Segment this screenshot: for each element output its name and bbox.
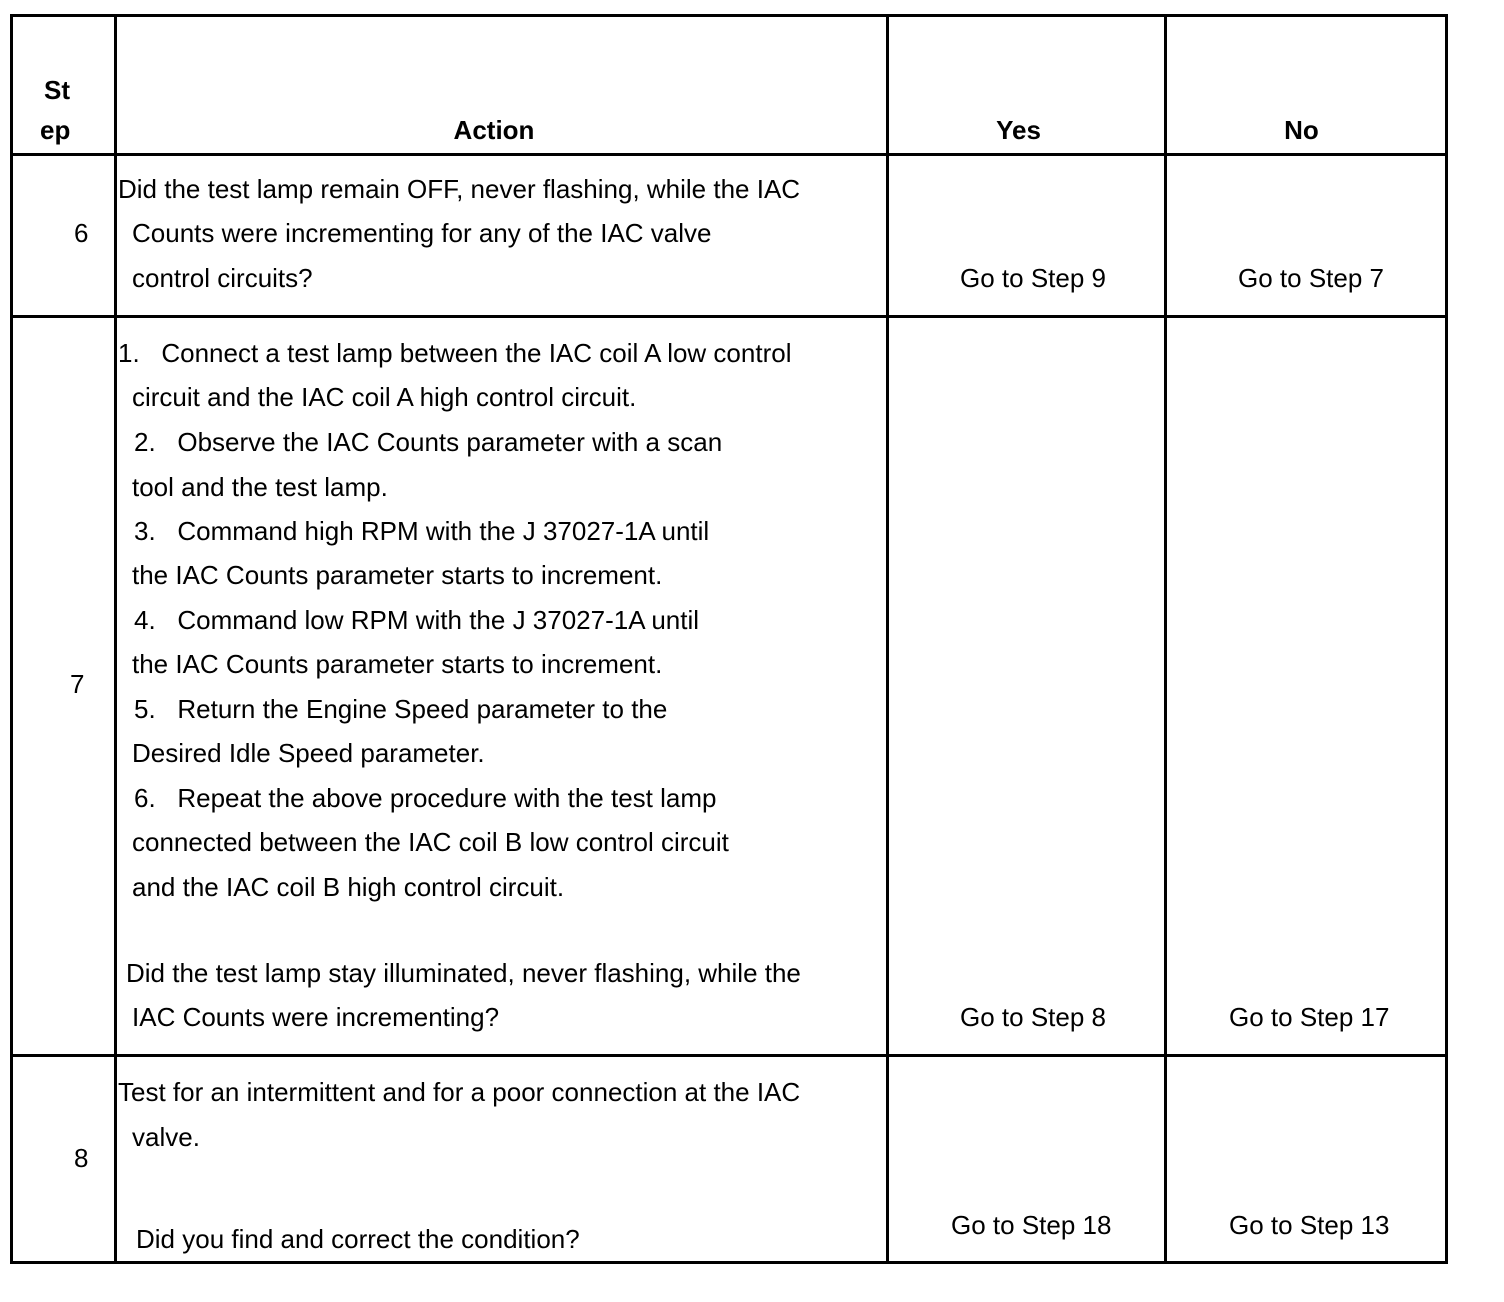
row-divider-step6 bbox=[13, 315, 1445, 318]
action-line: and the IAC coil B high control circuit. bbox=[132, 872, 565, 902]
no-result: Go to Step 17 bbox=[1229, 1002, 1390, 1032]
action-line: control circuits? bbox=[132, 263, 313, 293]
row-divider-header bbox=[13, 153, 1445, 156]
action-line: Counts were incrementing for any of the IAC valve bbox=[132, 218, 712, 248]
action-line: tool and the test lamp. bbox=[132, 472, 388, 502]
header-step-line1: St bbox=[44, 75, 70, 105]
row-divider-step7 bbox=[13, 1054, 1445, 1057]
header-step-line2: ep bbox=[40, 115, 71, 145]
action-line: Test for an intermittent and for a poor connection at the IAC bbox=[118, 1077, 801, 1107]
action-line: the IAC Counts parameter starts to increment. bbox=[132, 560, 663, 590]
header-no: No bbox=[1284, 115, 1319, 145]
step-number: 8 bbox=[74, 1143, 89, 1173]
yes-result: Go to Step 18 bbox=[951, 1210, 1112, 1240]
action-line: Did the test lamp remain OFF, never flashing, while the IAC bbox=[118, 174, 801, 204]
action-line: Did you find and correct the condition? bbox=[136, 1224, 580, 1254]
no-result: Go to Step 7 bbox=[1238, 263, 1384, 293]
yes-result: Go to Step 9 bbox=[960, 263, 1106, 293]
action-line: 2. Observe the IAC Counts parameter with a scan bbox=[134, 427, 723, 457]
action-line: Did the test lamp stay illuminated, never flashing, while the bbox=[126, 958, 801, 988]
step-number: 6 bbox=[74, 218, 89, 248]
action-line: 5. Return the Engine Speed parameter to the bbox=[134, 694, 668, 724]
column-divider-yes bbox=[1164, 17, 1167, 1261]
action-line: 3. Command high RPM with the J 37027-1A until bbox=[134, 516, 710, 546]
action-line: circuit and the IAC coil A high control circuit. bbox=[132, 382, 637, 412]
action-line: 4. Command low RPM with the J 37027-1A until bbox=[134, 605, 700, 635]
column-divider-action bbox=[886, 17, 889, 1261]
no-result: Go to Step 13 bbox=[1229, 1210, 1390, 1240]
yes-result: Go to Step 8 bbox=[960, 1002, 1106, 1032]
action-line: 6. Repeat the above procedure with the test lamp bbox=[134, 783, 717, 813]
action-line: valve. bbox=[132, 1122, 200, 1152]
column-divider-step bbox=[114, 17, 117, 1261]
action-line: 1. Connect a test lamp between the IAC coil A low control bbox=[118, 338, 792, 368]
header-yes: Yes bbox=[996, 115, 1041, 145]
action-line: connected between the IAC coil B low control circuit bbox=[132, 827, 729, 857]
step-number: 7 bbox=[70, 669, 85, 699]
action-line: Desired Idle Speed parameter. bbox=[132, 738, 485, 768]
header-action: Action bbox=[453, 115, 535, 145]
action-line: IAC Counts were incrementing? bbox=[132, 1002, 500, 1032]
action-line: the IAC Counts parameter starts to increment. bbox=[132, 649, 663, 679]
